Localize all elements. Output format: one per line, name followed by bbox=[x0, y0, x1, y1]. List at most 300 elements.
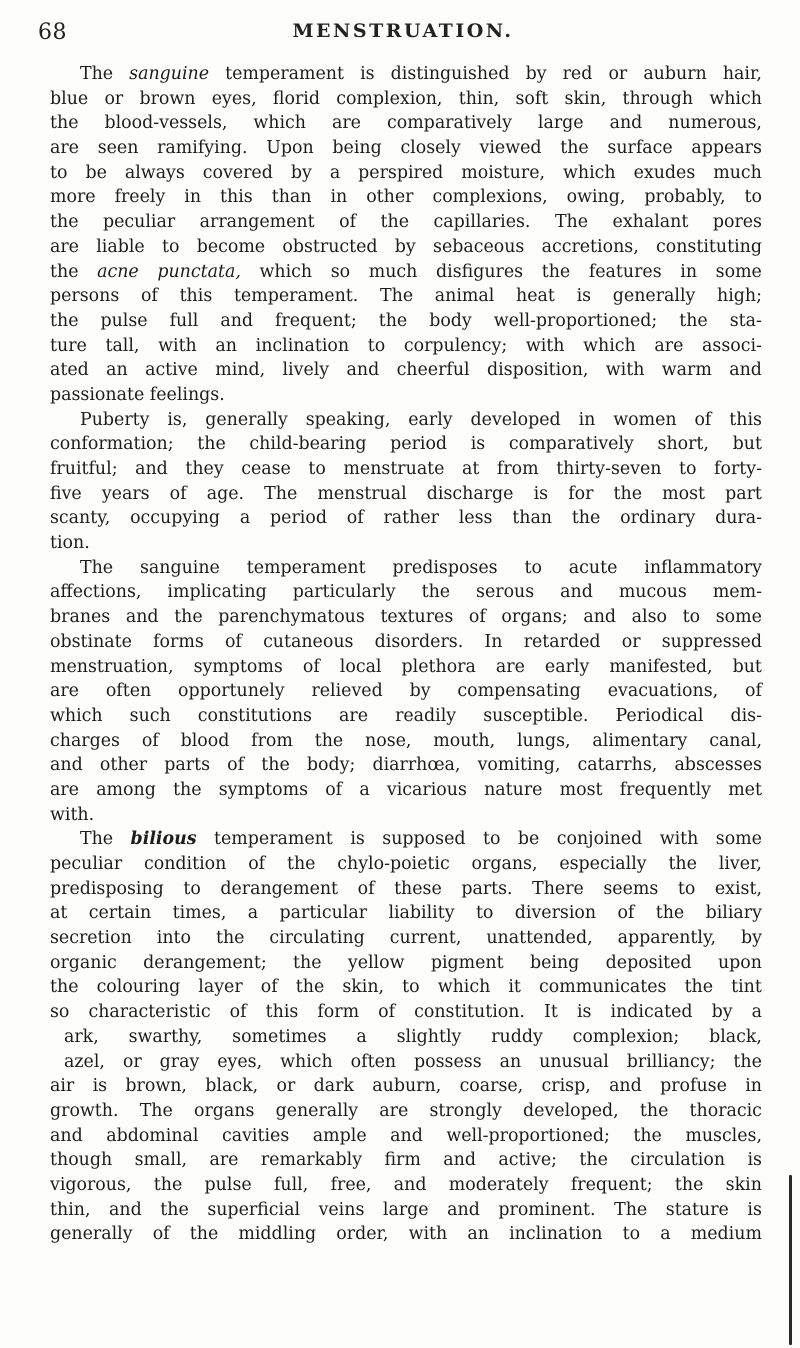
word: an bbox=[215, 335, 237, 356]
word: arrangement bbox=[199, 212, 315, 233]
word: an bbox=[467, 1224, 489, 1245]
text-line bbox=[50, 778, 762, 803]
word: secretion bbox=[50, 928, 132, 949]
word: which bbox=[50, 705, 103, 726]
word: air bbox=[50, 1076, 75, 1097]
word: associ- bbox=[702, 335, 762, 356]
word: sta- bbox=[729, 310, 762, 331]
word: which bbox=[583, 335, 636, 356]
word: occupying bbox=[130, 508, 221, 529]
word: is bbox=[92, 1076, 108, 1097]
word: short, bbox=[657, 434, 709, 455]
word: much bbox=[368, 261, 418, 282]
word: constituting bbox=[656, 236, 762, 257]
word: feelings. bbox=[149, 384, 225, 405]
word: certain bbox=[88, 903, 152, 924]
word: and bbox=[393, 1174, 427, 1195]
word: a bbox=[660, 1224, 671, 1245]
text-line bbox=[50, 729, 762, 754]
word: features bbox=[588, 261, 662, 282]
word: become bbox=[196, 236, 266, 257]
word: is bbox=[360, 64, 375, 84]
word: generally bbox=[275, 1100, 359, 1121]
word: peculiar bbox=[102, 212, 176, 233]
word: generally bbox=[50, 1224, 133, 1245]
word: The bbox=[554, 212, 589, 233]
word: always bbox=[124, 162, 185, 183]
word: exhalant bbox=[612, 212, 689, 233]
word: and bbox=[609, 113, 643, 134]
word: comparatively bbox=[386, 113, 512, 134]
text-line bbox=[50, 1148, 762, 1173]
word: mouth, bbox=[433, 730, 496, 751]
word: thoracic bbox=[689, 1100, 762, 1121]
word: to bbox=[524, 557, 542, 578]
word: some bbox=[715, 261, 762, 282]
word: current, bbox=[389, 928, 462, 949]
word: in bbox=[184, 187, 202, 208]
word: this bbox=[729, 409, 762, 430]
word: the bbox=[50, 212, 79, 233]
word: and bbox=[346, 360, 380, 381]
word: crisp, bbox=[541, 1076, 591, 1097]
text-line bbox=[50, 926, 762, 951]
word: in bbox=[578, 409, 596, 430]
word: the bbox=[293, 952, 322, 973]
word: than bbox=[271, 187, 312, 208]
word: eyes, bbox=[211, 88, 257, 109]
word: to bbox=[308, 459, 326, 479]
word: of bbox=[141, 730, 159, 751]
word: this bbox=[179, 286, 213, 307]
word: they bbox=[185, 459, 224, 479]
word: period bbox=[390, 434, 448, 455]
word: azel, bbox=[64, 1051, 105, 1072]
word: to bbox=[744, 187, 762, 208]
word: which bbox=[437, 977, 491, 998]
word: a bbox=[359, 779, 370, 800]
word: the bbox=[50, 977, 79, 998]
text-line bbox=[50, 803, 762, 828]
text-line bbox=[50, 679, 762, 704]
word: with bbox=[158, 335, 197, 356]
word: temperament bbox=[214, 829, 333, 850]
word: are bbox=[332, 113, 361, 134]
word: blue bbox=[50, 88, 89, 109]
word: of bbox=[229, 1002, 247, 1023]
word: acne bbox=[97, 261, 139, 282]
text-line bbox=[50, 877, 762, 902]
word: dura- bbox=[715, 508, 762, 529]
word: Periodical bbox=[615, 705, 704, 726]
word: ated bbox=[50, 360, 89, 381]
word: diversion bbox=[514, 903, 597, 924]
word: of bbox=[617, 903, 635, 924]
word: times, bbox=[172, 903, 227, 924]
word: mucous bbox=[618, 582, 687, 603]
text-line bbox=[50, 531, 762, 556]
word: circulation bbox=[630, 1150, 726, 1171]
word: It bbox=[544, 1002, 558, 1023]
word: the bbox=[579, 1150, 608, 1171]
word: temperament bbox=[246, 557, 366, 578]
word: with bbox=[525, 335, 565, 356]
word: and bbox=[390, 1125, 423, 1146]
word: The bbox=[80, 64, 114, 84]
word: charges bbox=[50, 730, 120, 751]
word: supposed bbox=[382, 829, 466, 850]
word: retarded bbox=[523, 631, 601, 652]
text-line bbox=[50, 358, 762, 383]
word: to bbox=[402, 977, 420, 998]
text-line bbox=[50, 506, 762, 531]
text-line bbox=[50, 1074, 762, 1099]
word: a bbox=[751, 1002, 762, 1023]
text-line bbox=[50, 334, 762, 359]
word: black, bbox=[709, 1026, 762, 1047]
word: Puberty bbox=[80, 409, 150, 430]
word: is, bbox=[167, 409, 188, 430]
word: opportunely bbox=[178, 681, 285, 702]
word: the bbox=[50, 310, 79, 331]
word: or bbox=[621, 631, 641, 652]
word: is bbox=[747, 1150, 762, 1171]
word: is bbox=[747, 1199, 762, 1220]
word: corpulency; bbox=[403, 335, 508, 356]
word: to bbox=[677, 878, 696, 899]
word: form bbox=[317, 1002, 360, 1023]
word: The bbox=[80, 557, 114, 578]
word: temperament. bbox=[233, 286, 359, 307]
word: frequent; bbox=[275, 310, 357, 331]
word: full bbox=[169, 310, 199, 331]
word: readily bbox=[395, 705, 457, 726]
word: superficial bbox=[207, 1199, 301, 1220]
word: much bbox=[713, 162, 762, 183]
word: by bbox=[740, 928, 762, 949]
word: the bbox=[160, 1199, 189, 1220]
word: derangement; bbox=[143, 952, 267, 973]
text-line bbox=[50, 951, 762, 976]
word: layer bbox=[198, 977, 243, 998]
word: the bbox=[215, 928, 245, 949]
word: in bbox=[330, 187, 348, 208]
word: full, bbox=[273, 1174, 309, 1195]
word: it bbox=[508, 977, 521, 998]
word: punctata, bbox=[157, 261, 241, 282]
word: by bbox=[711, 1002, 733, 1023]
word: symptoms bbox=[193, 656, 283, 677]
page-header bbox=[38, 20, 768, 50]
word: of bbox=[378, 1002, 396, 1023]
word: obstructed bbox=[282, 236, 378, 257]
word: In bbox=[484, 631, 503, 652]
word: auburn, bbox=[372, 1076, 442, 1097]
word: liability bbox=[388, 903, 455, 924]
word: sanguine bbox=[139, 557, 220, 578]
word: are bbox=[339, 705, 369, 726]
text-line bbox=[50, 161, 762, 186]
word: the bbox=[674, 1174, 704, 1195]
word: the bbox=[380, 212, 410, 233]
word: such bbox=[129, 705, 171, 726]
word: conjoined bbox=[556, 829, 643, 850]
word: liver, bbox=[718, 854, 762, 874]
word: blood-vessels, bbox=[104, 113, 228, 134]
text-line bbox=[50, 630, 762, 655]
word: perspired bbox=[358, 162, 444, 183]
word: is bbox=[576, 286, 592, 307]
word: child-bearing bbox=[249, 434, 367, 455]
word: and bbox=[443, 1150, 476, 1171]
word: are bbox=[50, 779, 79, 800]
word: constitution. bbox=[414, 1002, 525, 1023]
word: relieved bbox=[311, 681, 383, 702]
word: being bbox=[529, 952, 580, 973]
word: gray bbox=[159, 1051, 200, 1072]
word: ample bbox=[312, 1125, 367, 1146]
word: ramifying. bbox=[157, 138, 248, 159]
word: among bbox=[96, 779, 156, 800]
word: other bbox=[99, 755, 148, 776]
word: black, bbox=[205, 1076, 259, 1097]
word: or bbox=[122, 1051, 142, 1072]
word: order, bbox=[336, 1224, 389, 1245]
word: conformation; bbox=[50, 434, 174, 455]
word: an bbox=[106, 360, 128, 381]
word: ture bbox=[50, 335, 87, 356]
word: by bbox=[394, 236, 416, 257]
word: branes bbox=[50, 607, 111, 628]
word: the bbox=[50, 261, 79, 282]
word: most bbox=[662, 483, 705, 504]
word: and bbox=[583, 607, 617, 628]
word: of bbox=[302, 656, 320, 677]
text-line bbox=[50, 482, 762, 507]
word: developed, bbox=[523, 1100, 619, 1121]
word: numerous, bbox=[668, 113, 762, 134]
word: to bbox=[682, 607, 701, 628]
word: capillaries. bbox=[433, 212, 531, 233]
word: manifested, bbox=[609, 656, 713, 677]
word: are bbox=[50, 236, 79, 257]
page-number: 68 bbox=[38, 20, 67, 45]
word: coarse, bbox=[459, 1076, 524, 1097]
word: into bbox=[156, 928, 191, 949]
word: evacuations, bbox=[607, 681, 719, 702]
word: through bbox=[622, 88, 694, 109]
word: soft bbox=[515, 88, 549, 109]
word: be bbox=[517, 829, 540, 850]
word: hair, bbox=[722, 64, 762, 84]
word: firm bbox=[384, 1150, 421, 1171]
word: are bbox=[50, 138, 79, 159]
word: thirty-seven bbox=[556, 459, 662, 479]
word: profuse bbox=[660, 1076, 727, 1097]
word: the bbox=[174, 607, 203, 628]
word: communicates bbox=[539, 977, 667, 998]
word: bilious bbox=[130, 829, 197, 850]
word: serous bbox=[476, 582, 535, 603]
word: with. bbox=[50, 804, 95, 825]
text-line bbox=[50, 556, 762, 581]
word: covered bbox=[202, 162, 273, 183]
word: alimentary bbox=[592, 730, 688, 751]
text-line bbox=[50, 901, 762, 926]
word: the bbox=[50, 113, 79, 134]
word: or bbox=[276, 1076, 296, 1097]
text-line bbox=[50, 309, 762, 334]
word: this bbox=[220, 187, 253, 208]
word: distinguished bbox=[390, 64, 510, 84]
word: more bbox=[50, 187, 96, 208]
paragraph bbox=[50, 827, 762, 1247]
word: The bbox=[139, 1100, 173, 1121]
word: of bbox=[169, 483, 187, 504]
word: by bbox=[290, 162, 312, 183]
word: inclination bbox=[509, 1224, 603, 1245]
word: probably, bbox=[644, 187, 726, 208]
word: are bbox=[50, 681, 79, 702]
word: cutaneous bbox=[263, 631, 354, 652]
word: liable bbox=[96, 236, 145, 257]
text-line bbox=[50, 975, 762, 1000]
word: parts bbox=[164, 755, 211, 776]
word: and bbox=[125, 607, 159, 628]
word: predisposing bbox=[50, 878, 164, 899]
text-line bbox=[50, 1124, 762, 1149]
text-line bbox=[50, 408, 762, 433]
word: brown bbox=[139, 88, 196, 109]
word: are bbox=[495, 656, 525, 677]
word: is bbox=[350, 829, 365, 850]
word: pores bbox=[712, 212, 762, 233]
word: of bbox=[339, 212, 357, 233]
text-line bbox=[50, 1000, 762, 1025]
word: abdominal bbox=[106, 1125, 199, 1146]
word: tint bbox=[731, 977, 762, 998]
word: middling bbox=[238, 1224, 317, 1245]
word: the bbox=[541, 261, 571, 282]
word: ordinary bbox=[620, 508, 696, 529]
word: lungs, bbox=[517, 730, 571, 751]
word: vigorous, bbox=[50, 1174, 132, 1195]
word: of bbox=[325, 779, 343, 800]
word: the bbox=[571, 508, 601, 529]
text-line bbox=[50, 284, 762, 309]
word: active bbox=[145, 360, 198, 381]
word: freely bbox=[114, 187, 166, 208]
word: and bbox=[729, 360, 762, 381]
word: the bbox=[295, 977, 325, 998]
word: characteristic bbox=[88, 1002, 211, 1023]
text-line bbox=[50, 605, 762, 630]
word: of bbox=[152, 1224, 170, 1245]
word: cease bbox=[241, 459, 291, 479]
word: Upon bbox=[266, 138, 314, 159]
running-head: MENSTRUATION. bbox=[292, 20, 514, 42]
text-line bbox=[50, 753, 762, 778]
word: indicated bbox=[610, 1002, 693, 1023]
word: the bbox=[314, 730, 344, 751]
word: most bbox=[559, 779, 603, 800]
word: moisture, bbox=[461, 162, 546, 183]
word: vomiting, bbox=[477, 755, 561, 776]
word: early bbox=[544, 656, 590, 677]
word: inclination bbox=[255, 335, 350, 356]
word: and bbox=[135, 459, 168, 479]
word: brown, bbox=[125, 1076, 187, 1097]
word: suppressed bbox=[661, 631, 762, 652]
word: seen bbox=[97, 138, 139, 159]
word: biliary bbox=[705, 903, 762, 924]
word: active; bbox=[498, 1150, 558, 1171]
word: to bbox=[475, 903, 494, 924]
word: the bbox=[189, 1224, 219, 1245]
word: by bbox=[525, 64, 547, 84]
word: of bbox=[694, 409, 712, 430]
text-line bbox=[50, 655, 762, 680]
word: years bbox=[101, 483, 150, 504]
word: the bbox=[633, 1125, 662, 1146]
word: though bbox=[50, 1150, 113, 1171]
word: to bbox=[183, 878, 201, 899]
word: diarrhœa, bbox=[372, 755, 461, 776]
text-line bbox=[50, 87, 762, 112]
word: and bbox=[609, 1076, 642, 1097]
text-line bbox=[50, 1198, 762, 1223]
word: forty- bbox=[714, 459, 762, 479]
word: so bbox=[330, 261, 351, 282]
text-line bbox=[50, 1025, 762, 1050]
word: unusual bbox=[539, 1051, 609, 1072]
word: organs; bbox=[501, 607, 568, 628]
word: of bbox=[346, 508, 364, 529]
word: abscesses bbox=[674, 755, 762, 776]
word: met bbox=[728, 779, 762, 800]
word: from bbox=[251, 730, 293, 751]
word: free, bbox=[330, 1174, 372, 1195]
word: is bbox=[576, 1002, 592, 1023]
word: and bbox=[50, 1125, 83, 1146]
word: scanty, bbox=[50, 508, 111, 529]
word: heat bbox=[516, 286, 555, 307]
word: of bbox=[745, 681, 762, 702]
text-line bbox=[50, 432, 762, 457]
word: so bbox=[50, 1002, 70, 1023]
word: and bbox=[50, 755, 83, 776]
word: frequently bbox=[619, 779, 711, 800]
word: are bbox=[379, 1100, 409, 1121]
word: the bbox=[684, 977, 714, 998]
text-line bbox=[50, 1222, 762, 1247]
word: of bbox=[248, 854, 266, 874]
word: or bbox=[104, 88, 124, 109]
word: and bbox=[220, 310, 254, 331]
word: of bbox=[227, 755, 245, 776]
text-line bbox=[50, 1050, 762, 1075]
word: with bbox=[408, 1224, 448, 1245]
word: which bbox=[563, 162, 616, 183]
word: early bbox=[408, 409, 453, 430]
word: the bbox=[421, 582, 451, 603]
word: five bbox=[50, 483, 82, 504]
word: pulse bbox=[204, 1174, 252, 1195]
word: with bbox=[605, 360, 645, 381]
word: be bbox=[85, 162, 107, 183]
word: high; bbox=[717, 286, 762, 307]
word: a bbox=[356, 1026, 367, 1047]
